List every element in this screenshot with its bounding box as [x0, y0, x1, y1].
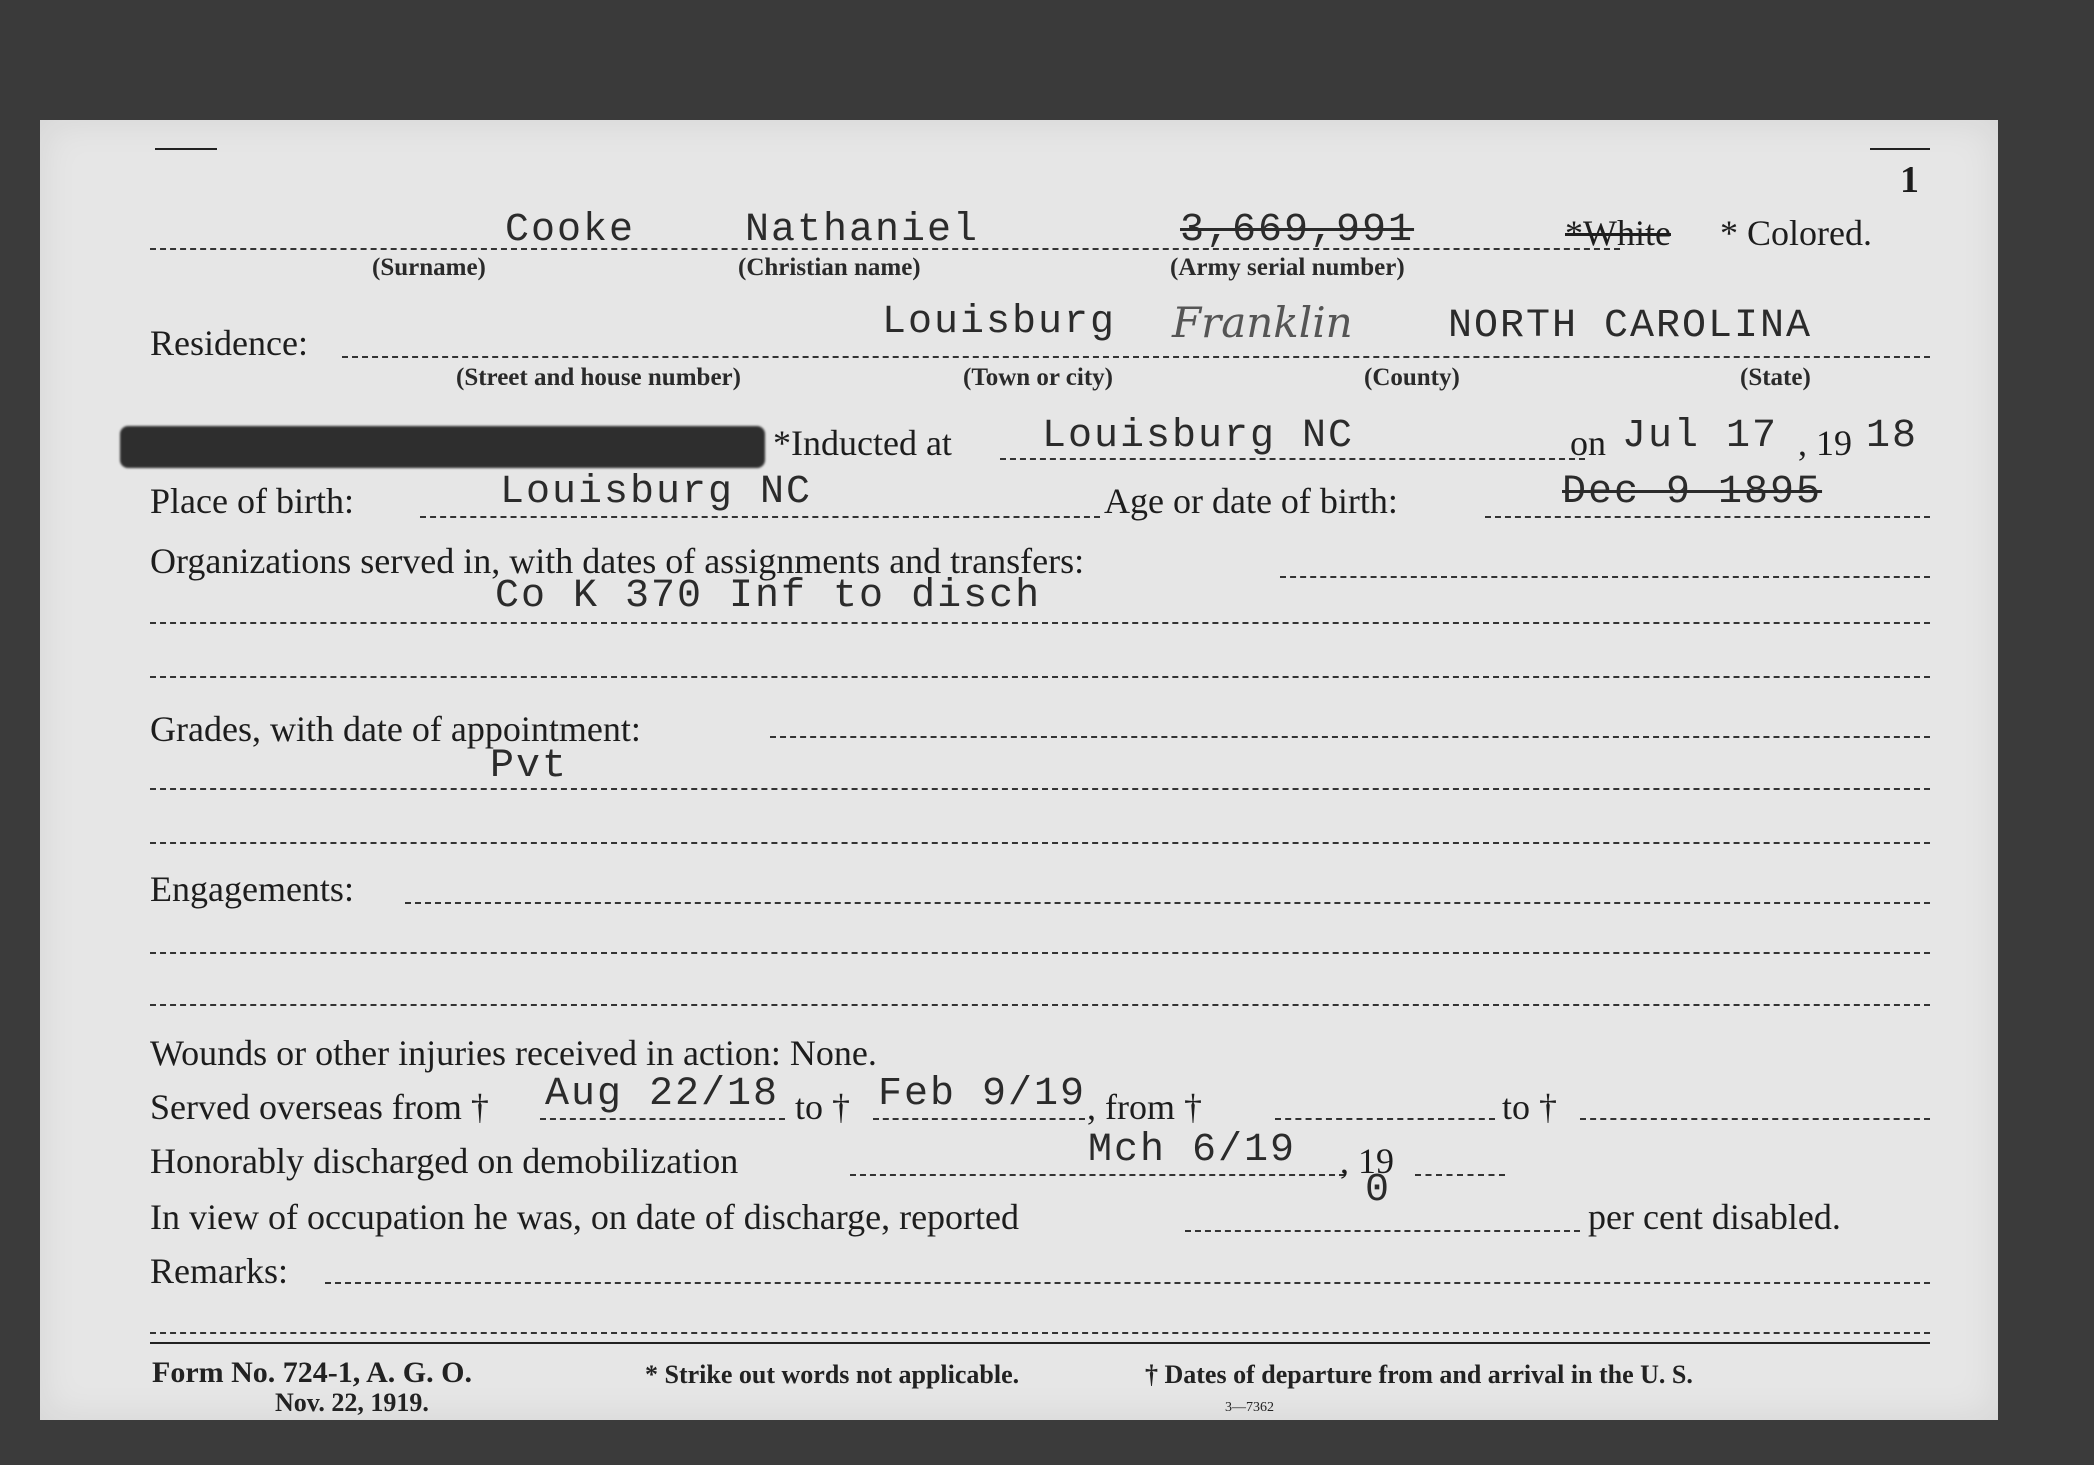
grades-line-3	[150, 842, 1930, 844]
overseas-to2-line	[1580, 1118, 1930, 1120]
birth-date-label: Age or date of birth:	[1104, 481, 1398, 521]
corner-rule-left	[155, 148, 217, 150]
scan-background	[0, 0, 2094, 130]
overseas-from-value: Aug 22/18	[545, 1072, 780, 1117]
state-caption: (State)	[1740, 364, 1811, 391]
draft-card	[40, 120, 1998, 1420]
footer-rule	[150, 1342, 1930, 1344]
disability-suffix: per cent disabled.	[1588, 1197, 1841, 1237]
christian-name-value: Nathaniel	[745, 208, 980, 253]
organizations-line-1	[1280, 576, 1930, 578]
overseas-from2-line	[1275, 1118, 1495, 1120]
overseas-to-label: to †	[795, 1087, 851, 1127]
birth-place-value: Louisburg NC	[500, 470, 813, 515]
discharge-date-value: Mch 6/19	[1088, 1128, 1297, 1173]
disability-value: 0	[1365, 1168, 1392, 1213]
birth-place-line	[420, 516, 1100, 518]
form-date: Nov. 22, 1919.	[275, 1388, 429, 1417]
inducted-year-prefix: , 19	[1798, 423, 1852, 463]
residence-state-value: NORTH CAROLINA	[1448, 304, 1813, 349]
inducted-on-label: on	[1570, 423, 1606, 463]
form-number: Form No. 724-1, A. G. O.	[152, 1356, 472, 1389]
disability-label: In view of occupation he was, on date of discharge, reported	[150, 1197, 1020, 1237]
organizations-line-3	[150, 676, 1930, 678]
race-colored-option: * Colored.	[1720, 213, 1872, 253]
organizations-label: Organizations served in, with dates of assignments and transfers:	[150, 541, 1085, 581]
grades-line-2	[150, 788, 1930, 790]
birth-date-value: Dec 9 1895	[1562, 470, 1823, 515]
disability-line	[1185, 1230, 1580, 1232]
overseas-from2-label: , from †	[1087, 1087, 1202, 1127]
card-number: 1	[1900, 159, 1919, 201]
christian-name-caption: (Christian name)	[738, 254, 921, 281]
overseas-to2-label: to †	[1502, 1087, 1558, 1127]
town-caption: (Town or city)	[963, 364, 1113, 391]
residence-county-value: Franklin	[1172, 298, 1353, 347]
wounds-label: Wounds or other injuries received in action: None.	[150, 1033, 877, 1073]
residence-town-value: Louisburg	[882, 300, 1117, 345]
remarks-line-1	[325, 1282, 1930, 1284]
discharge-year-prefix: , 19	[1340, 1141, 1394, 1181]
surname-value: Cooke	[505, 208, 636, 253]
overseas-to-value: Feb 9/19	[878, 1072, 1087, 1117]
discharge-label: Honorably discharged on demobilization	[150, 1141, 739, 1181]
remarks-label: Remarks:	[150, 1251, 288, 1291]
discharge-year-line	[1415, 1174, 1505, 1176]
redaction-bar	[120, 426, 765, 468]
street-caption: (Street and house number)	[456, 364, 741, 391]
engagements-label: Engagements:	[150, 869, 354, 909]
birth-place-label: Place of birth:	[150, 481, 354, 521]
residence-line	[342, 356, 1930, 358]
inducted-label: *Inducted at	[773, 423, 952, 463]
inducted-date-value: Jul 17	[1622, 414, 1779, 459]
organizations-line-2	[150, 622, 1930, 624]
engagements-line-3	[150, 1004, 1930, 1006]
serial-number-value: 3,669,991	[1180, 208, 1415, 253]
grades-label: Grades, with date of appointment:	[150, 709, 641, 749]
overseas-from-line	[540, 1118, 785, 1120]
corner-rule-right	[1870, 148, 1930, 150]
inducted-at-value: Louisburg NC	[1042, 414, 1355, 459]
race-white-option: *White	[1565, 213, 1671, 253]
birth-date-line	[1485, 516, 1930, 518]
grades-line-1	[770, 736, 1930, 738]
serial-number-caption: (Army serial number)	[1170, 254, 1405, 281]
surname-caption: (Surname)	[372, 254, 486, 281]
county-caption: (County)	[1364, 364, 1460, 391]
overseas-label: Served overseas from †	[150, 1087, 489, 1127]
engagements-line-1	[405, 902, 1930, 904]
overseas-to-line	[873, 1118, 1085, 1120]
remarks-line-2	[150, 1332, 1930, 1334]
residence-label: Residence:	[150, 323, 308, 363]
strike-out-note: * Strike out words not applicable.	[645, 1360, 1020, 1389]
organizations-value: Co K 370 Inf to disch	[495, 574, 1042, 619]
printer-mark: 3—7362	[1225, 1400, 1274, 1415]
grades-value: Pvt	[490, 744, 569, 789]
discharge-line	[850, 1174, 1345, 1176]
inducted-year-value: 18	[1866, 414, 1919, 459]
engagements-line-2	[150, 952, 1930, 954]
dates-note: † Dates of departure from and arrival in the U. S.	[1145, 1360, 1693, 1389]
